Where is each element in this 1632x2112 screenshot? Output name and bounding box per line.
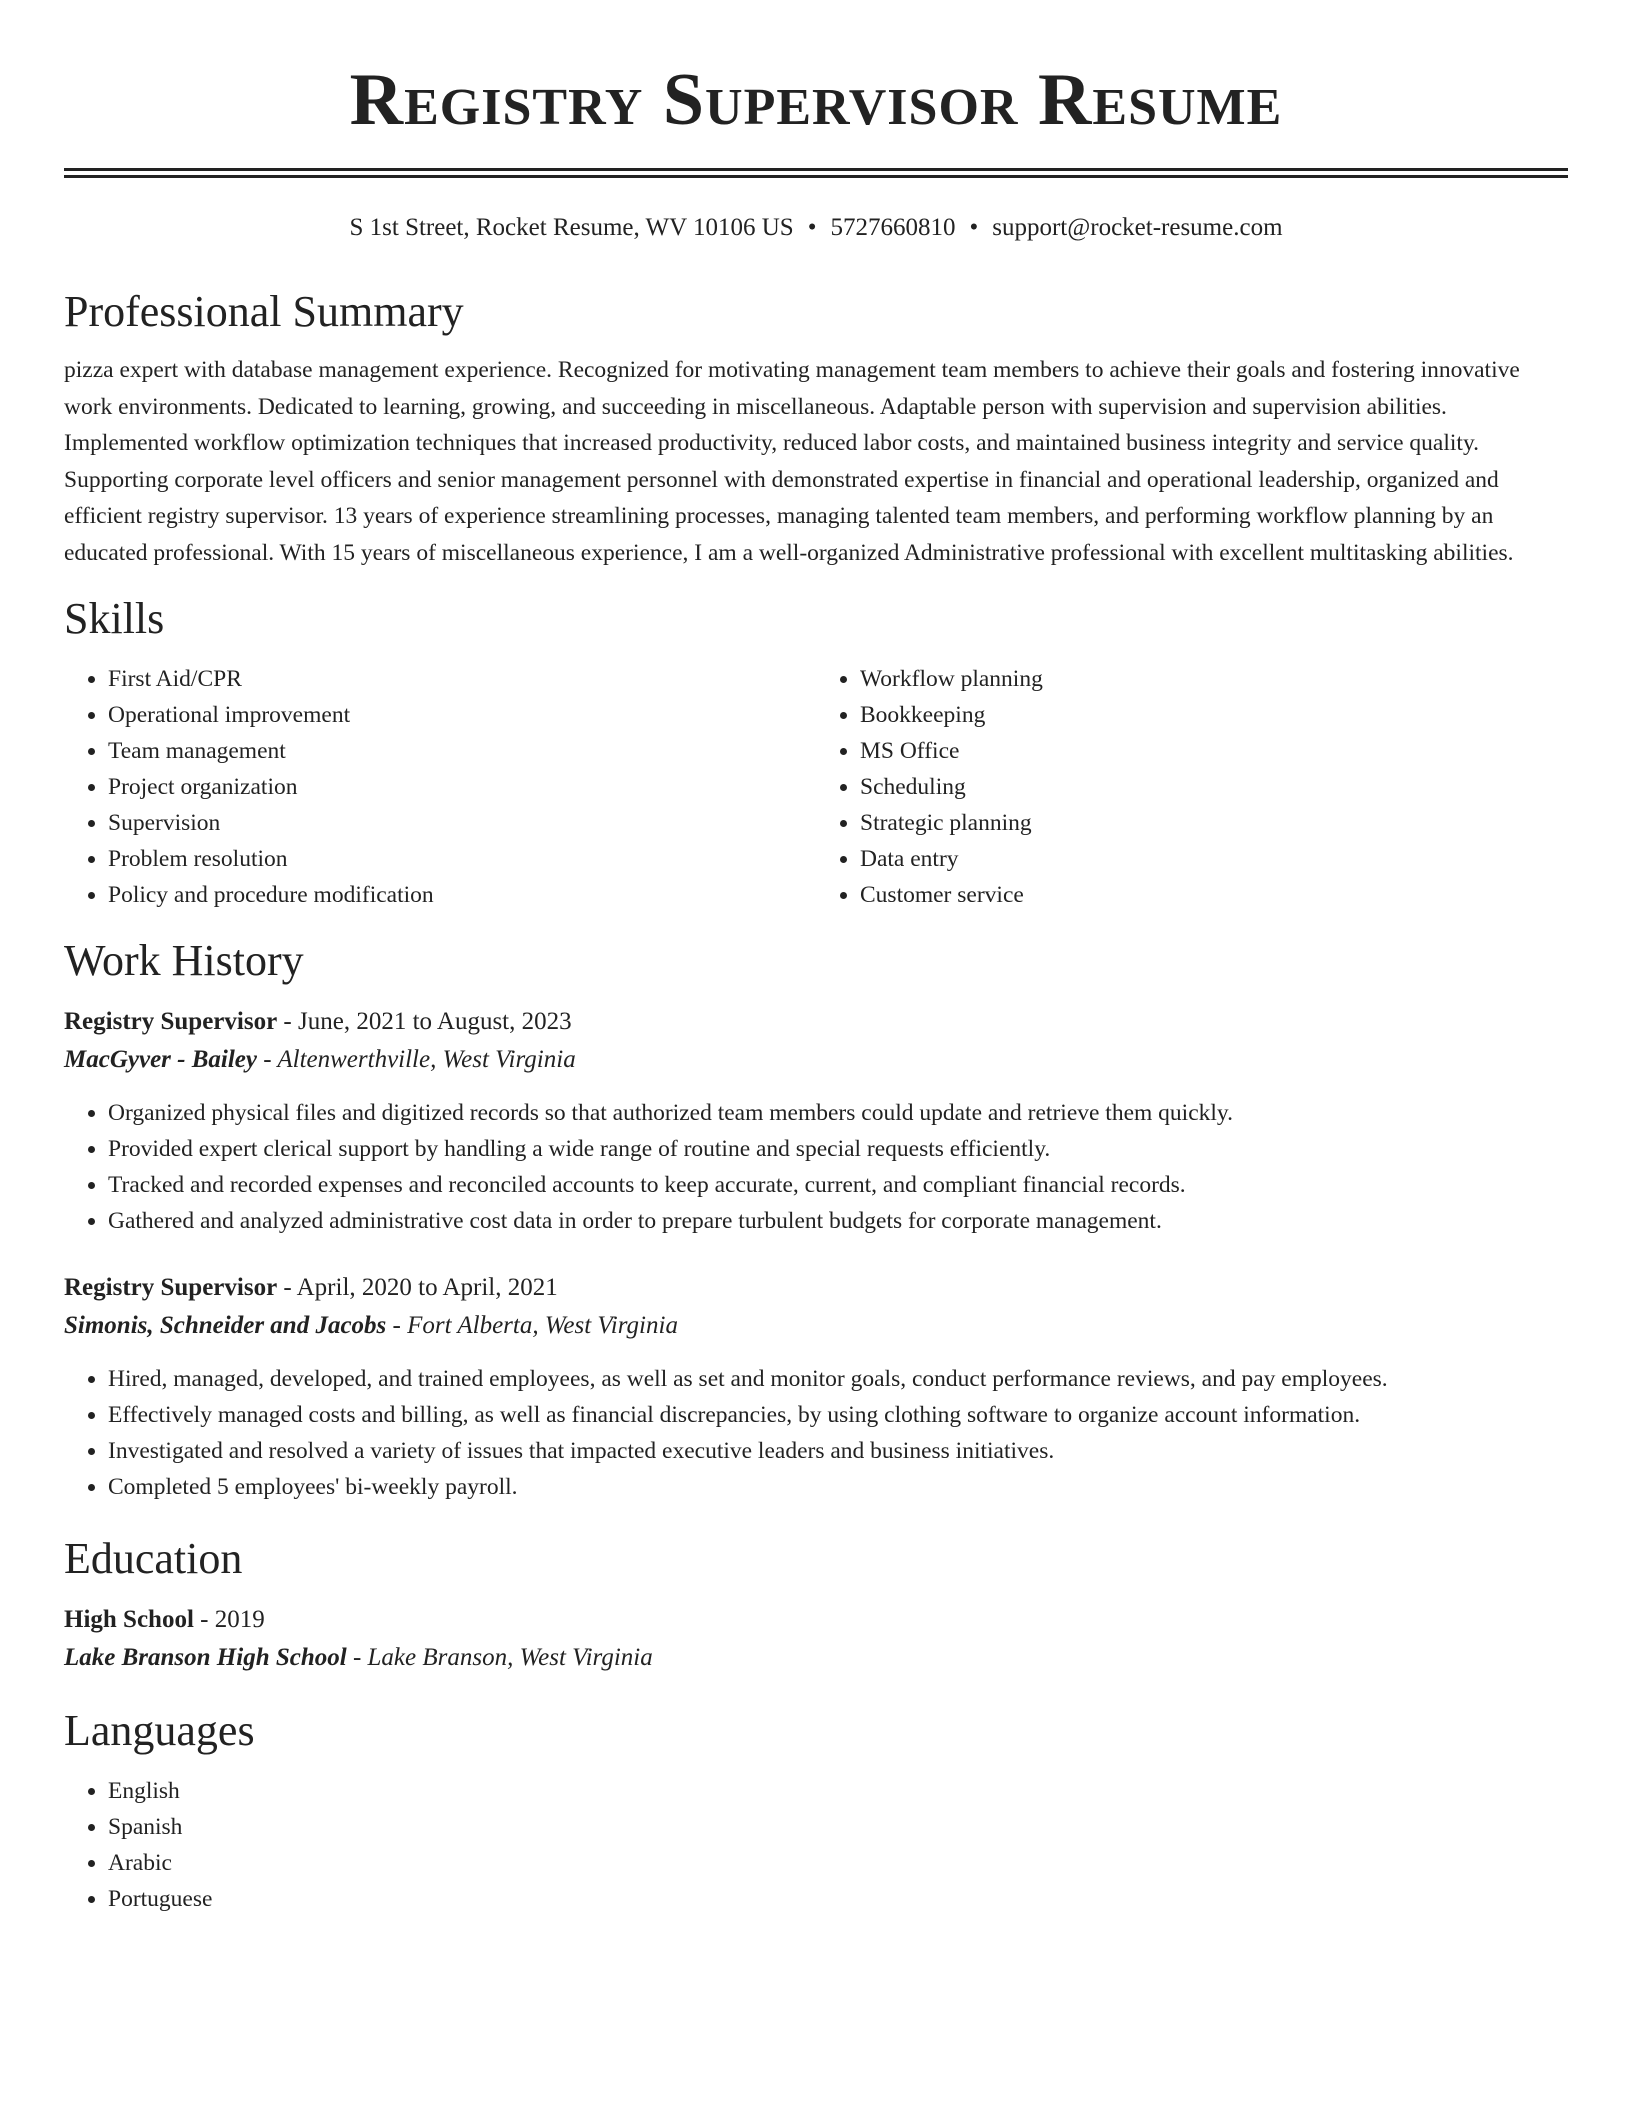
- title-double-rule: [64, 168, 1568, 178]
- section-heading-languages: Languages: [64, 1706, 255, 1755]
- education-entry: [64, 1601, 1568, 1677]
- job-bullet: • Provided expert clerical support by handling a wide range of routine and special requests efficiently.: [108, 1131, 1568, 1167]
- contact-email: support@rocket-resume.com: [992, 214, 1283, 241]
- skills-list-right: [816, 661, 1568, 913]
- school-name: Lake Branson High School: [64, 1644, 347, 1671]
- skill-item: • First Aid/CPR: [108, 661, 816, 697]
- job-bullet: • Completed 5 employees' bi-weekly payroll.: [108, 1469, 1568, 1505]
- job-title: Registry Supervisor: [64, 1274, 278, 1301]
- school-line: [64, 1639, 1568, 1677]
- job-title-line: [64, 1269, 1568, 1307]
- section-heading-summary: Professional Summary: [64, 287, 464, 336]
- skills-section: [64, 593, 1568, 913]
- skill-item: • Data entry: [860, 841, 1568, 877]
- language-item: • Arabic: [108, 1845, 1568, 1881]
- summary-text: pizza expert with database management experience. Recognized for motivating management team members to achieve their goals and fostering innovative work environments. Dedicated to learning, growing, and succeeding in miscellaneous. Adaptable person with supervision and supervision abilities. Implemented workflow optimization techniques that increased productivity, reduced labor costs, and maintained business integrity and service quality. Supporting corporate level officers and senior management personnel with demonstrated expertise in financial and operational leadership, organized and efficient registry supervisor. 13 years of experience streamlining processes, managing talented team members, and performing workflow planning by an educated professional. With 15 years of miscellaneous experience, I am a well-organized Administrative professional with excellent multitasking abilities.: [64, 357, 1520, 566]
- section-heading-education: Education: [64, 1534, 243, 1583]
- skills-list-left: [64, 661, 816, 913]
- employer-location: - Fort Alberta, West Virginia: [386, 1312, 678, 1339]
- job-entry: [64, 1269, 1568, 1505]
- job-bullet: • Gathered and analyzed administrative cost data in order to prepare turbulent budgets for corporate management.: [108, 1203, 1568, 1239]
- job-bullet: • Hired, managed, developed, and trained employees, as well as set and monitor goals, conduct performance reviews, and pay employees.: [108, 1361, 1568, 1397]
- skill-item: • Project organization: [108, 769, 816, 805]
- section-heading-skills: Skills: [64, 594, 165, 643]
- job-bullet: • Organized physical files and digitized records so that authorized team members could update and retrieve them quickly.: [108, 1095, 1568, 1131]
- skill-item: • MS Office: [860, 733, 1568, 769]
- skills-columns: [64, 661, 1568, 913]
- skill-item: • Policy and procedure modification: [108, 877, 816, 913]
- job-title-line: [64, 1003, 1568, 1041]
- skill-item: • Workflow planning: [860, 661, 1568, 697]
- job-bullet: • Investigated and resolved a variety of issues that impacted executive leaders and business initiatives.: [108, 1433, 1568, 1469]
- graduation-year: - 2019: [193, 1606, 265, 1633]
- employer-name: MacGyver - Bailey: [64, 1046, 257, 1073]
- professional-summary-section: [64, 286, 1568, 571]
- skill-item: • Operational improvement: [108, 697, 816, 733]
- education-section: [64, 1533, 1568, 1677]
- languages-list: [64, 1773, 1568, 1917]
- contact-separator: •: [807, 214, 817, 241]
- language-item: • Portuguese: [108, 1881, 1568, 1917]
- contact-address: S 1st Street, Rocket Resume, WV 10106 US: [349, 214, 794, 241]
- employer-name: Simonis, Schneider and Jacobs: [64, 1312, 387, 1339]
- contact-separator: •: [969, 214, 979, 241]
- degree: High School: [64, 1606, 194, 1633]
- job-bullets: [64, 1095, 1568, 1239]
- job-title: Registry Supervisor: [64, 1008, 278, 1035]
- skill-item: • Customer service: [860, 877, 1568, 913]
- skill-item: • Bookkeeping: [860, 697, 1568, 733]
- job-entry: [64, 1003, 1568, 1239]
- job-dates: - June, 2021 to August, 2023: [277, 1008, 572, 1035]
- employer-location: - Altenwerthville, West Virginia: [256, 1046, 576, 1073]
- job-dates: - April, 2020 to April, 2021: [277, 1274, 558, 1301]
- job-bullet: • Tracked and recorded expenses and reconciled accounts to keep accurate, current, and compliant financial records.: [108, 1167, 1568, 1203]
- contact-phone: 5727660810: [830, 214, 956, 241]
- skill-item: • Problem resolution: [108, 841, 816, 877]
- section-heading-work: Work History: [64, 936, 304, 985]
- school-location: - Lake Branson, West Virginia: [346, 1644, 653, 1671]
- job-bullets: [64, 1361, 1568, 1505]
- skill-item: • Team management: [108, 733, 816, 769]
- degree-line: [64, 1601, 1568, 1639]
- resume-title: Registry Supervisor Resume: [349, 59, 1283, 141]
- skill-item: • Supervision: [108, 805, 816, 841]
- work-history-section: [64, 935, 1568, 1505]
- employer-line: [64, 1307, 1568, 1345]
- job-bullet: • Effectively managed costs and billing, as well as financial discrepancies, by using clothing software to organize account information.: [108, 1397, 1568, 1433]
- skill-item: • Strategic planning: [860, 805, 1568, 841]
- employer-line: [64, 1041, 1568, 1079]
- languages-section: [64, 1705, 1568, 1917]
- contact-line: [64, 212, 1568, 244]
- skill-item: • Scheduling: [860, 769, 1568, 805]
- language-item: • Spanish: [108, 1809, 1568, 1845]
- language-item: • English: [108, 1773, 1568, 1809]
